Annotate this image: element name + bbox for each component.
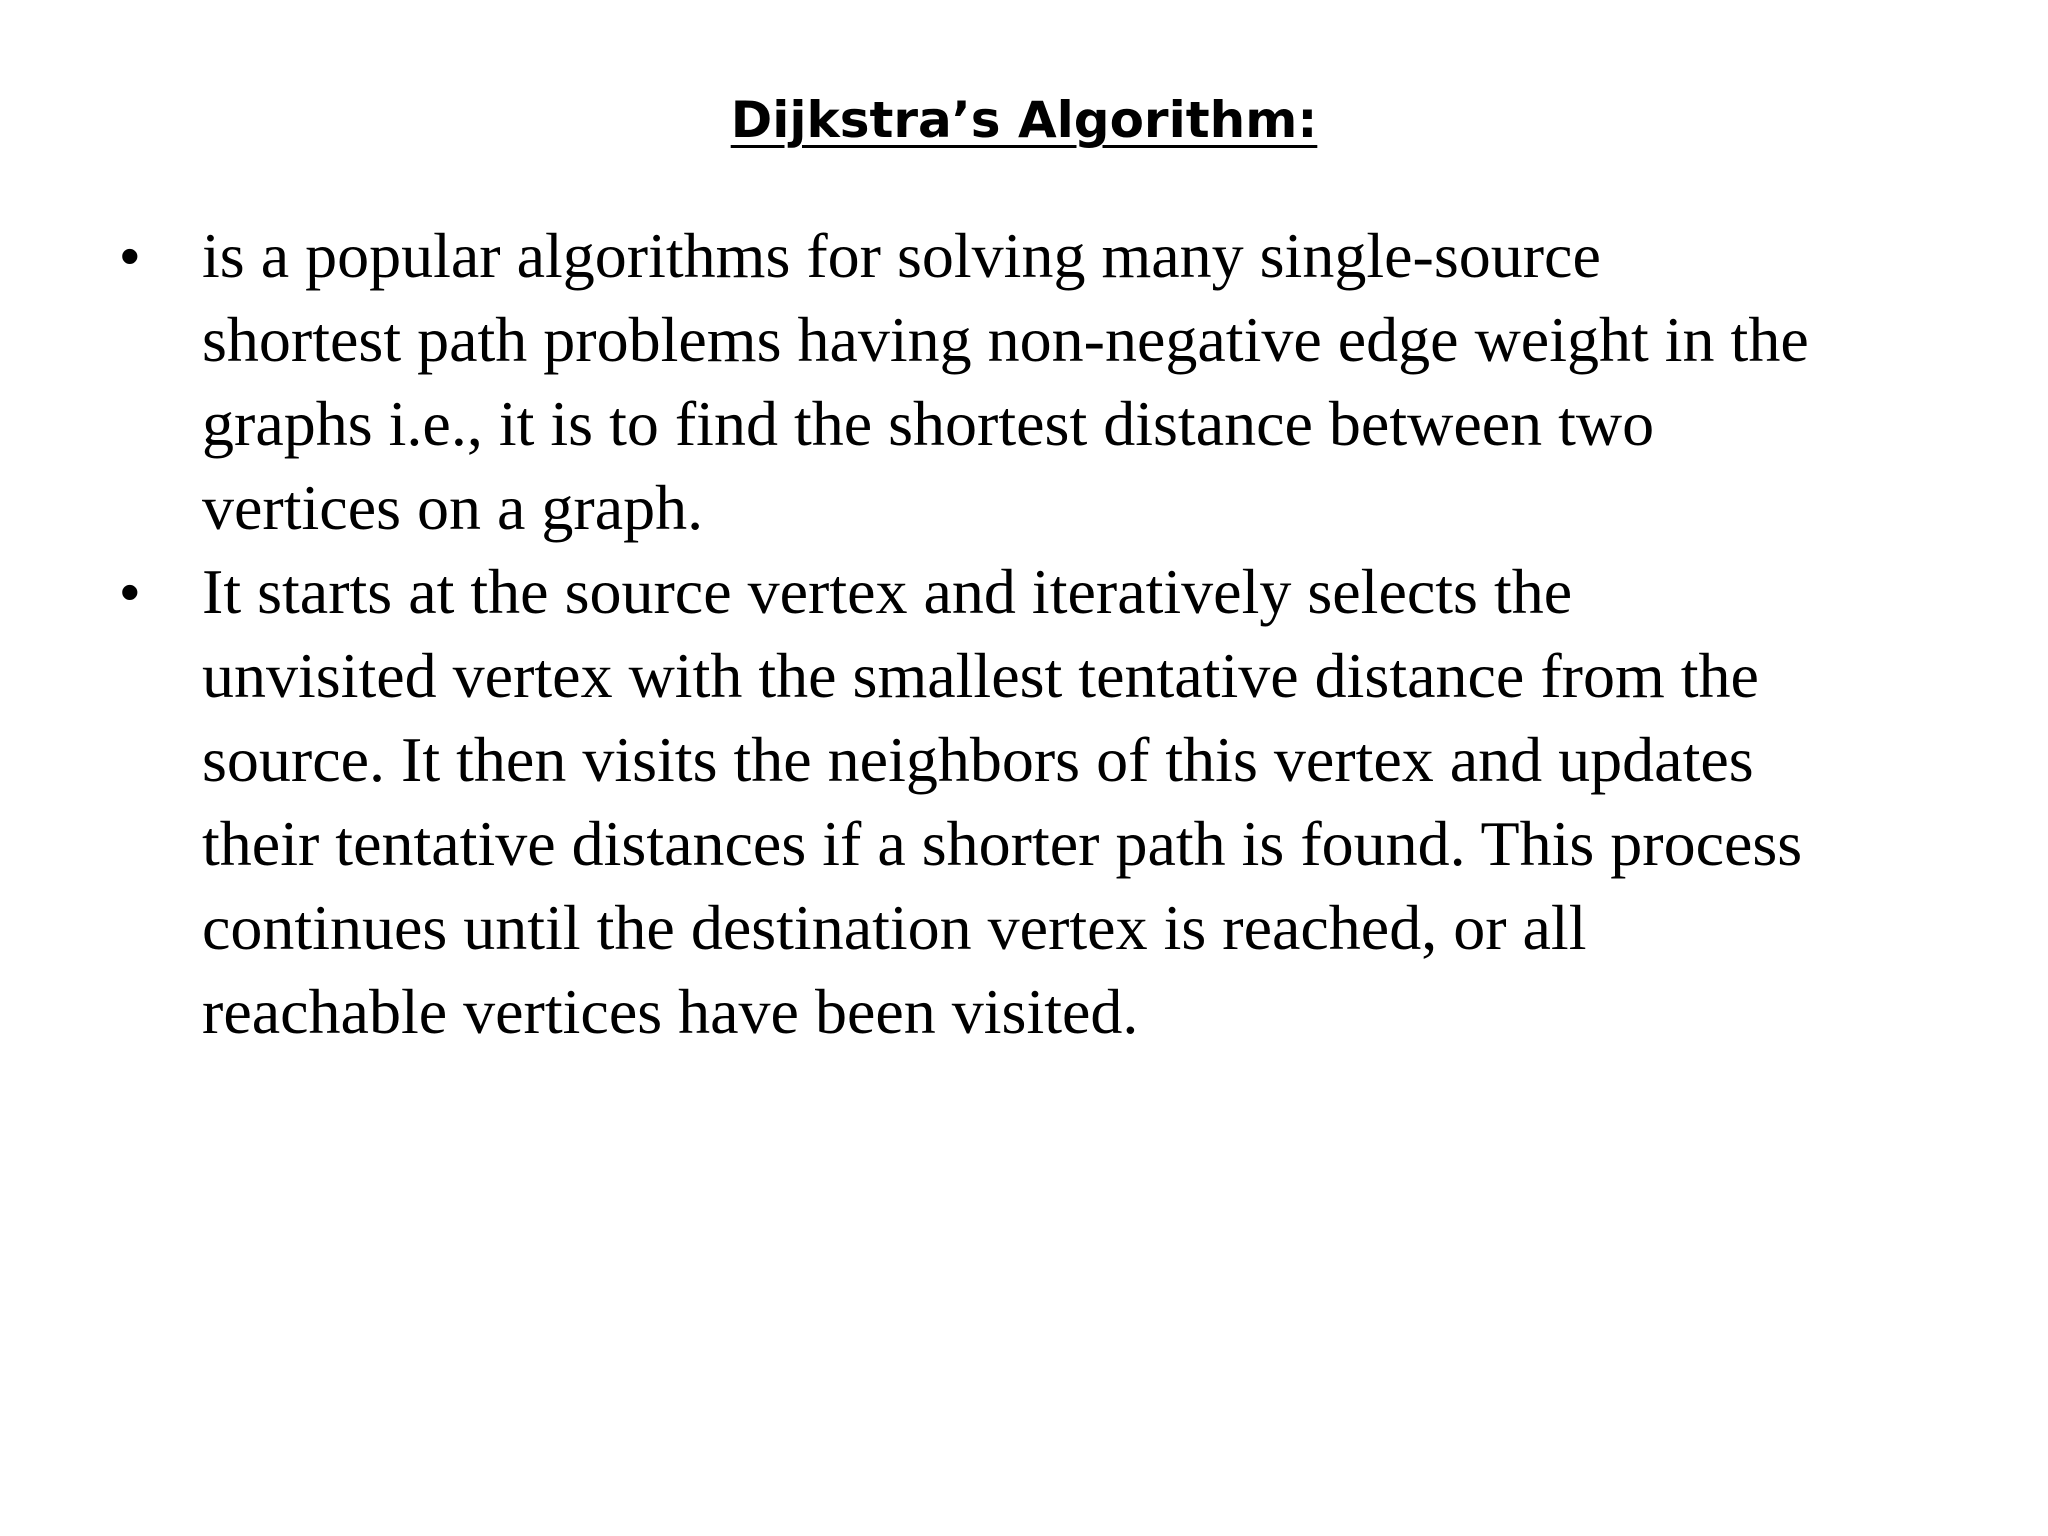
slide-title: [0, 84, 2048, 156]
bullet-line: shortest path problems having non-negative edge weight in the: [202, 304, 1809, 375]
bullet-line: their tentative distances if a shorter path is found. This process: [202, 808, 1803, 879]
bullet-line: vertices on a graph.: [202, 472, 704, 543]
bullet-line: reachable vertices have been visited.: [202, 976, 1139, 1047]
bullet-list: [0, 214, 2048, 1054]
bullet-line: graphs i.e., it is to find the shortest distance between two: [202, 388, 1655, 459]
bullet-marker: •: [120, 560, 140, 623]
bullet-line: unvisited vertex with the smallest tentative distance from the: [202, 640, 1759, 711]
bullet-line: continues until the destination vertex is reached, or all: [202, 892, 1587, 963]
bullet-item-process: [0, 550, 1962, 1054]
bullet-line: is a popular algorithms for solving many single-source: [202, 220, 1601, 291]
bullet-line: It starts at the source vertex and iteratively selects the: [202, 556, 1573, 627]
bullet-item-definition: [0, 214, 1962, 550]
bullet-line: source. It then visits the neighbors of this vertex and updates: [202, 724, 1754, 795]
slide-title-text: Dijkstra’s Algorithm:: [730, 91, 1318, 149]
bullet-marker: •: [120, 224, 140, 287]
